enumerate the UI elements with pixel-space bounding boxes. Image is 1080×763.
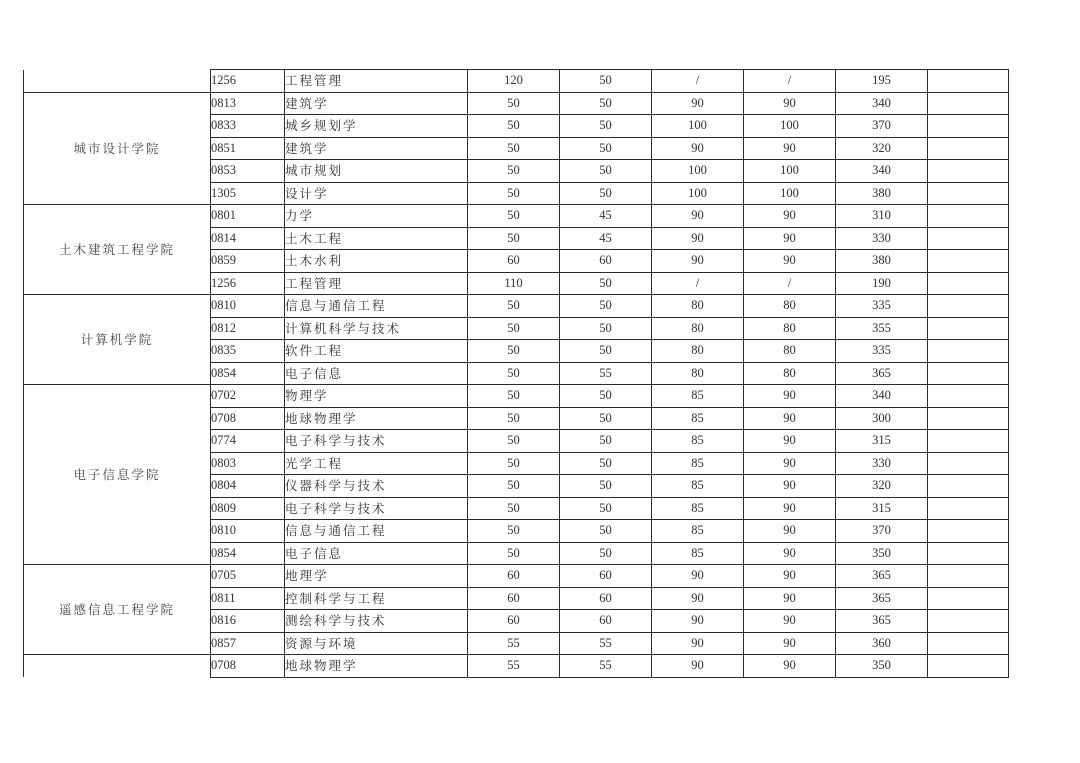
score-subject1-cell: 90 [652, 137, 744, 160]
major-code-cell: 0853 [211, 160, 285, 183]
score-subject1-cell: 85 [652, 520, 744, 543]
table-row [24, 385, 1009, 408]
major-code-cell: 0816 [211, 610, 285, 633]
major-code-cell: 0810 [211, 520, 285, 543]
score-total-cell: 370 [836, 115, 928, 138]
remark-cell [928, 227, 1009, 250]
major-code-cell: 1305 [211, 182, 285, 205]
score-politics-cell: 60 [468, 587, 560, 610]
major-code-cell: 0813 [211, 92, 285, 115]
remark-cell [928, 362, 1009, 385]
table-row [24, 205, 1009, 228]
remark-cell [928, 70, 1009, 93]
school-cell [24, 655, 211, 678]
school-cell [24, 70, 211, 93]
score-total-cell: 355 [836, 317, 928, 340]
score-total-cell: 320 [836, 137, 928, 160]
remark-cell [928, 317, 1009, 340]
score-subject2-cell: 90 [744, 227, 836, 250]
score-subject2-cell: 90 [744, 632, 836, 655]
school-cell: 城市设计学院 [24, 92, 211, 205]
score-subject2-cell: 90 [744, 565, 836, 588]
score-subject2-cell: 90 [744, 475, 836, 498]
major-code-cell: 0809 [211, 497, 285, 520]
score-politics-cell: 50 [468, 497, 560, 520]
major-name-cell: 力学 [285, 205, 468, 228]
major-code-cell: 1256 [211, 70, 285, 93]
score-subject1-cell: 90 [652, 632, 744, 655]
score-politics-cell: 60 [468, 610, 560, 633]
major-name-cell: 仪器科学与技术 [285, 475, 468, 498]
score-subject2-cell: 90 [744, 452, 836, 475]
major-name-cell: 电子科学与技术 [285, 430, 468, 453]
score-subject1-cell: 90 [652, 227, 744, 250]
score-subject1-cell: 85 [652, 542, 744, 565]
score-total-cell: 380 [836, 182, 928, 205]
remark-cell [928, 385, 1009, 408]
score-total-cell: 330 [836, 452, 928, 475]
score-politics-cell: 50 [468, 160, 560, 183]
remark-cell [928, 182, 1009, 205]
major-name-cell: 地球物理学 [285, 655, 468, 678]
score-language-cell: 55 [560, 632, 652, 655]
score-politics-cell: 50 [468, 340, 560, 363]
score-subject2-cell: 90 [744, 250, 836, 273]
score-politics-cell: 50 [468, 520, 560, 543]
score-total-cell: 335 [836, 340, 928, 363]
score-total-cell: 315 [836, 497, 928, 520]
score-total-cell: 320 [836, 475, 928, 498]
major-code-cell: 0814 [211, 227, 285, 250]
score-politics-cell: 55 [468, 632, 560, 655]
score-subject1-cell: 90 [652, 587, 744, 610]
score-total-cell: 340 [836, 160, 928, 183]
major-name-cell: 光学工程 [285, 452, 468, 475]
remark-cell [928, 542, 1009, 565]
score-total-cell: 365 [836, 587, 928, 610]
score-language-cell: 50 [560, 407, 652, 430]
remark-cell [928, 92, 1009, 115]
score-subject1-cell: 85 [652, 407, 744, 430]
remark-cell [928, 632, 1009, 655]
score-language-cell: 50 [560, 430, 652, 453]
remark-cell [928, 475, 1009, 498]
major-name-cell: 物理学 [285, 385, 468, 408]
score-subject1-cell: 90 [652, 92, 744, 115]
major-code-cell: 0774 [211, 430, 285, 453]
score-politics-cell: 120 [468, 70, 560, 93]
table-row [24, 92, 1009, 115]
remark-cell [928, 295, 1009, 318]
remark-cell [928, 160, 1009, 183]
score-total-cell: 360 [836, 632, 928, 655]
score-language-cell: 50 [560, 70, 652, 93]
score-language-cell: 60 [560, 565, 652, 588]
score-politics-cell: 50 [468, 115, 560, 138]
major-name-cell: 土木工程 [285, 227, 468, 250]
score-language-cell: 60 [560, 250, 652, 273]
score-subject1-cell: 85 [652, 475, 744, 498]
score-language-cell: 50 [560, 542, 652, 565]
score-total-cell: 365 [836, 565, 928, 588]
major-name-cell: 设计学 [285, 182, 468, 205]
major-name-cell: 信息与通信工程 [285, 520, 468, 543]
major-code-cell: 0801 [211, 205, 285, 228]
school-cell: 土木建筑工程学院 [24, 205, 211, 295]
score-total-cell: 300 [836, 407, 928, 430]
major-code-cell: 0804 [211, 475, 285, 498]
score-subject2-cell: 90 [744, 587, 836, 610]
score-language-cell: 50 [560, 182, 652, 205]
score-politics-cell: 50 [468, 205, 560, 228]
score-politics-cell: 60 [468, 565, 560, 588]
major-name-cell: 计算机科学与技术 [285, 317, 468, 340]
remark-cell [928, 655, 1009, 678]
score-politics-cell: 50 [468, 182, 560, 205]
school-cell: 电子信息学院 [24, 385, 211, 565]
remark-cell [928, 407, 1009, 430]
major-code-cell: 0835 [211, 340, 285, 363]
remark-cell [928, 250, 1009, 273]
score-subject2-cell: 90 [744, 92, 836, 115]
score-subject2-cell: 90 [744, 137, 836, 160]
score-subject2-cell: 90 [744, 385, 836, 408]
score-politics-cell: 50 [468, 542, 560, 565]
score-language-cell: 50 [560, 160, 652, 183]
major-code-cell: 0708 [211, 407, 285, 430]
score-subject1-cell: 80 [652, 362, 744, 385]
score-subject1-cell: 80 [652, 317, 744, 340]
score-subject2-cell: 90 [744, 610, 836, 633]
score-subject2-cell: 80 [744, 340, 836, 363]
score-subject2-cell: 100 [744, 115, 836, 138]
score-politics-cell: 60 [468, 250, 560, 273]
major-name-cell: 工程管理 [285, 70, 468, 93]
remark-cell [928, 137, 1009, 160]
score-language-cell: 50 [560, 92, 652, 115]
score-politics-cell: 50 [468, 385, 560, 408]
score-subject2-cell: 90 [744, 520, 836, 543]
remark-cell [928, 587, 1009, 610]
score-subject1-cell: 100 [652, 182, 744, 205]
score-table [23, 69, 1009, 678]
major-code-cell: 0851 [211, 137, 285, 160]
score-subject1-cell: / [652, 70, 744, 93]
score-subject2-cell: 90 [744, 205, 836, 228]
score-subject2-cell: 90 [744, 497, 836, 520]
score-language-cell: 50 [560, 497, 652, 520]
major-code-cell: 0810 [211, 295, 285, 318]
major-name-cell: 土木水利 [285, 250, 468, 273]
major-code-cell: 0857 [211, 632, 285, 655]
major-name-cell: 电子信息 [285, 542, 468, 565]
score-total-cell: 195 [836, 70, 928, 93]
major-code-cell: 0803 [211, 452, 285, 475]
remark-cell [928, 497, 1009, 520]
score-total-cell: 380 [836, 250, 928, 273]
major-code-cell: 0705 [211, 565, 285, 588]
school-cell: 遥感信息工程学院 [24, 565, 211, 655]
score-subject2-cell: / [744, 70, 836, 93]
score-total-cell: 310 [836, 205, 928, 228]
major-name-cell: 工程管理 [285, 272, 468, 295]
score-subject2-cell: 90 [744, 542, 836, 565]
major-name-cell: 城市规划 [285, 160, 468, 183]
score-total-cell: 350 [836, 542, 928, 565]
score-subject2-cell: / [744, 272, 836, 295]
remark-cell [928, 272, 1009, 295]
score-politics-cell: 50 [468, 317, 560, 340]
major-code-cell: 0708 [211, 655, 285, 678]
major-code-cell: 0811 [211, 587, 285, 610]
score-subject2-cell: 80 [744, 317, 836, 340]
major-name-cell: 信息与通信工程 [285, 295, 468, 318]
score-language-cell: 50 [560, 520, 652, 543]
remark-cell [928, 430, 1009, 453]
major-code-cell: 0859 [211, 250, 285, 273]
score-language-cell: 50 [560, 475, 652, 498]
score-total-cell: 340 [836, 92, 928, 115]
score-subject2-cell: 90 [744, 655, 836, 678]
score-language-cell: 50 [560, 340, 652, 363]
score-subject1-cell: 90 [652, 655, 744, 678]
remark-cell [928, 340, 1009, 363]
score-total-cell: 315 [836, 430, 928, 453]
major-name-cell: 软件工程 [285, 340, 468, 363]
score-subject2-cell: 100 [744, 160, 836, 183]
score-subject1-cell: 80 [652, 295, 744, 318]
score-total-cell: 370 [836, 520, 928, 543]
score-subject1-cell: 90 [652, 205, 744, 228]
major-name-cell: 地球物理学 [285, 407, 468, 430]
major-code-cell: 0833 [211, 115, 285, 138]
score-total-cell: 365 [836, 362, 928, 385]
score-politics-cell: 50 [468, 475, 560, 498]
major-name-cell: 测绘科学与技术 [285, 610, 468, 633]
score-subject2-cell: 90 [744, 430, 836, 453]
score-subject1-cell: 85 [652, 430, 744, 453]
score-language-cell: 50 [560, 452, 652, 475]
score-politics-cell: 50 [468, 92, 560, 115]
score-politics-cell: 55 [468, 655, 560, 678]
score-subject1-cell: 85 [652, 452, 744, 475]
score-subject1-cell: 100 [652, 160, 744, 183]
remark-cell [928, 205, 1009, 228]
score-total-cell: 335 [836, 295, 928, 318]
score-subject1-cell: 100 [652, 115, 744, 138]
score-total-cell: 350 [836, 655, 928, 678]
score-subject1-cell: 80 [652, 340, 744, 363]
score-subject1-cell: 90 [652, 565, 744, 588]
score-language-cell: 55 [560, 655, 652, 678]
score-subject1-cell: / [652, 272, 744, 295]
score-subject2-cell: 100 [744, 182, 836, 205]
score-total-cell: 340 [836, 385, 928, 408]
score-language-cell: 50 [560, 317, 652, 340]
score-language-cell: 45 [560, 205, 652, 228]
score-language-cell: 50 [560, 115, 652, 138]
score-subject2-cell: 90 [744, 407, 836, 430]
score-subject1-cell: 85 [652, 497, 744, 520]
score-language-cell: 50 [560, 295, 652, 318]
remark-cell [928, 610, 1009, 633]
remark-cell [928, 520, 1009, 543]
remark-cell [928, 565, 1009, 588]
table-row [24, 70, 1009, 93]
score-politics-cell: 50 [468, 137, 560, 160]
score-politics-cell: 50 [468, 362, 560, 385]
score-language-cell: 50 [560, 385, 652, 408]
score-total-cell: 330 [836, 227, 928, 250]
major-name-cell: 建筑学 [285, 92, 468, 115]
major-code-cell: 0854 [211, 362, 285, 385]
score-subject1-cell: 90 [652, 250, 744, 273]
score-language-cell: 60 [560, 587, 652, 610]
major-name-cell: 电子信息 [285, 362, 468, 385]
table-row [24, 655, 1009, 678]
score-language-cell: 50 [560, 272, 652, 295]
score-language-cell: 50 [560, 137, 652, 160]
major-code-cell: 1256 [211, 272, 285, 295]
major-name-cell: 控制科学与工程 [285, 587, 468, 610]
score-language-cell: 60 [560, 610, 652, 633]
school-cell: 计算机学院 [24, 295, 211, 385]
score-politics-cell: 50 [468, 295, 560, 318]
score-politics-cell: 110 [468, 272, 560, 295]
score-language-cell: 45 [560, 227, 652, 250]
major-name-cell: 电子科学与技术 [285, 497, 468, 520]
score-subject2-cell: 80 [744, 295, 836, 318]
table-row [24, 565, 1009, 588]
score-politics-cell: 50 [468, 407, 560, 430]
remark-cell [928, 115, 1009, 138]
major-name-cell: 建筑学 [285, 137, 468, 160]
table-row [24, 295, 1009, 318]
major-code-cell: 0812 [211, 317, 285, 340]
major-name-cell: 城乡规划学 [285, 115, 468, 138]
score-politics-cell: 50 [468, 227, 560, 250]
score-table-body [24, 70, 1009, 678]
score-total-cell: 365 [836, 610, 928, 633]
score-total-cell: 190 [836, 272, 928, 295]
score-politics-cell: 50 [468, 430, 560, 453]
remark-cell [928, 452, 1009, 475]
major-code-cell: 0702 [211, 385, 285, 408]
major-name-cell: 地理学 [285, 565, 468, 588]
score-subject1-cell: 90 [652, 610, 744, 633]
major-code-cell: 0854 [211, 542, 285, 565]
score-politics-cell: 50 [468, 452, 560, 475]
score-language-cell: 55 [560, 362, 652, 385]
major-name-cell: 资源与环境 [285, 632, 468, 655]
score-subject1-cell: 85 [652, 385, 744, 408]
score-subject2-cell: 80 [744, 362, 836, 385]
